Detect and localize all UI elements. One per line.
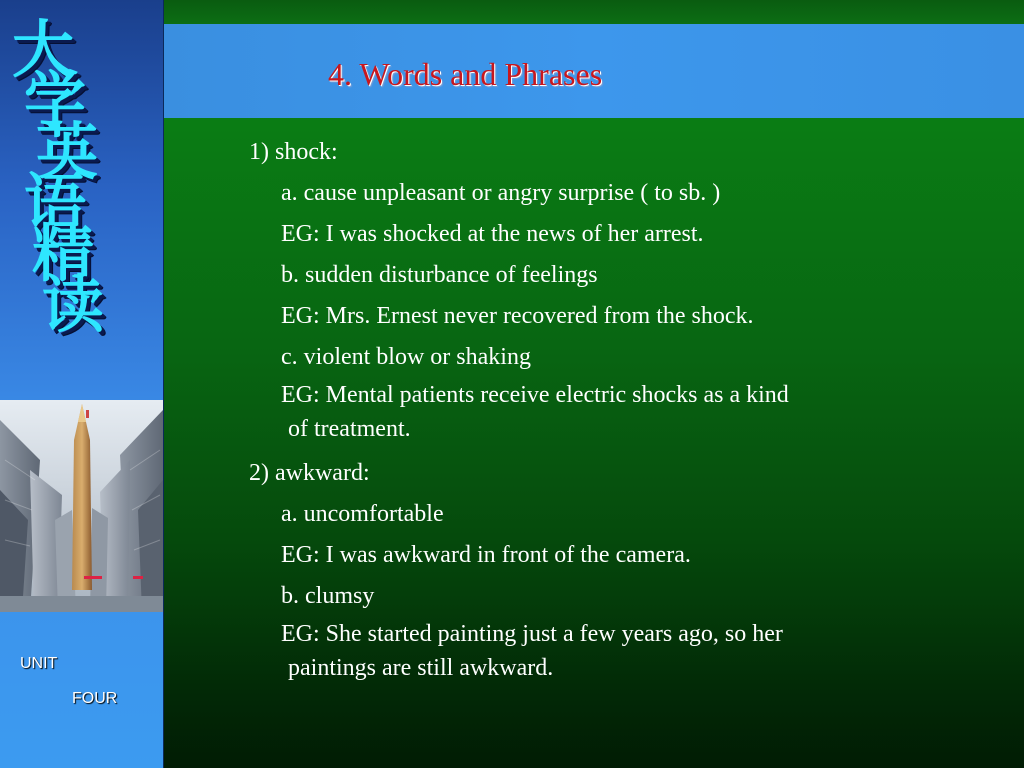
course-title-char: 读 bbox=[42, 268, 105, 341]
entry-heading: 2) awkward: bbox=[249, 460, 370, 486]
example-continuation: of treatment. bbox=[288, 416, 411, 442]
example-text: EG: Mental patients receive electric shocks as a kind bbox=[281, 382, 789, 408]
example-line bbox=[249, 617, 971, 685]
course-title-char: 语 bbox=[24, 166, 87, 239]
entry-heading: 1) shock: bbox=[249, 139, 338, 165]
definition-line: a. cause unpleasant or angry surprise ( to sb. ) bbox=[281, 180, 721, 206]
slide-title: 4. Words and Phrases bbox=[328, 56, 603, 92]
example-continuation: paintings are still awkward. bbox=[288, 655, 554, 681]
slide-content bbox=[249, 132, 971, 692]
example-line bbox=[249, 378, 971, 446]
definition-line: c. violent blow or shaking bbox=[281, 344, 531, 370]
city-skyline-image bbox=[0, 400, 163, 612]
course-title-char: 精 bbox=[32, 217, 95, 290]
sidebar bbox=[0, 0, 164, 768]
course-title-chinese bbox=[10, 13, 138, 341]
definition-line: b. clumsy bbox=[281, 583, 375, 609]
definition-line: a. uncomfortable bbox=[281, 501, 444, 527]
example-text: EG: She started painting just a few years ago, so her bbox=[281, 621, 783, 647]
slide-main bbox=[164, 0, 1024, 768]
unit-number: FOUR bbox=[72, 690, 118, 707]
example-line: EG: I was shocked at the news of her arrest. bbox=[281, 221, 704, 247]
example-line: EG: I was awkward in front of the camera. bbox=[281, 542, 691, 568]
course-title-char: 学 bbox=[24, 64, 87, 137]
course-title-char: 英 bbox=[36, 115, 99, 188]
example-line: EG: Mrs. Ernest never recovered from the shock. bbox=[281, 303, 754, 329]
course-title-char: 大 bbox=[12, 13, 75, 86]
definition-line: b. sudden disturbance of feelings bbox=[281, 262, 598, 288]
top-strip bbox=[164, 0, 1024, 24]
unit-label: UNIT bbox=[20, 655, 58, 672]
